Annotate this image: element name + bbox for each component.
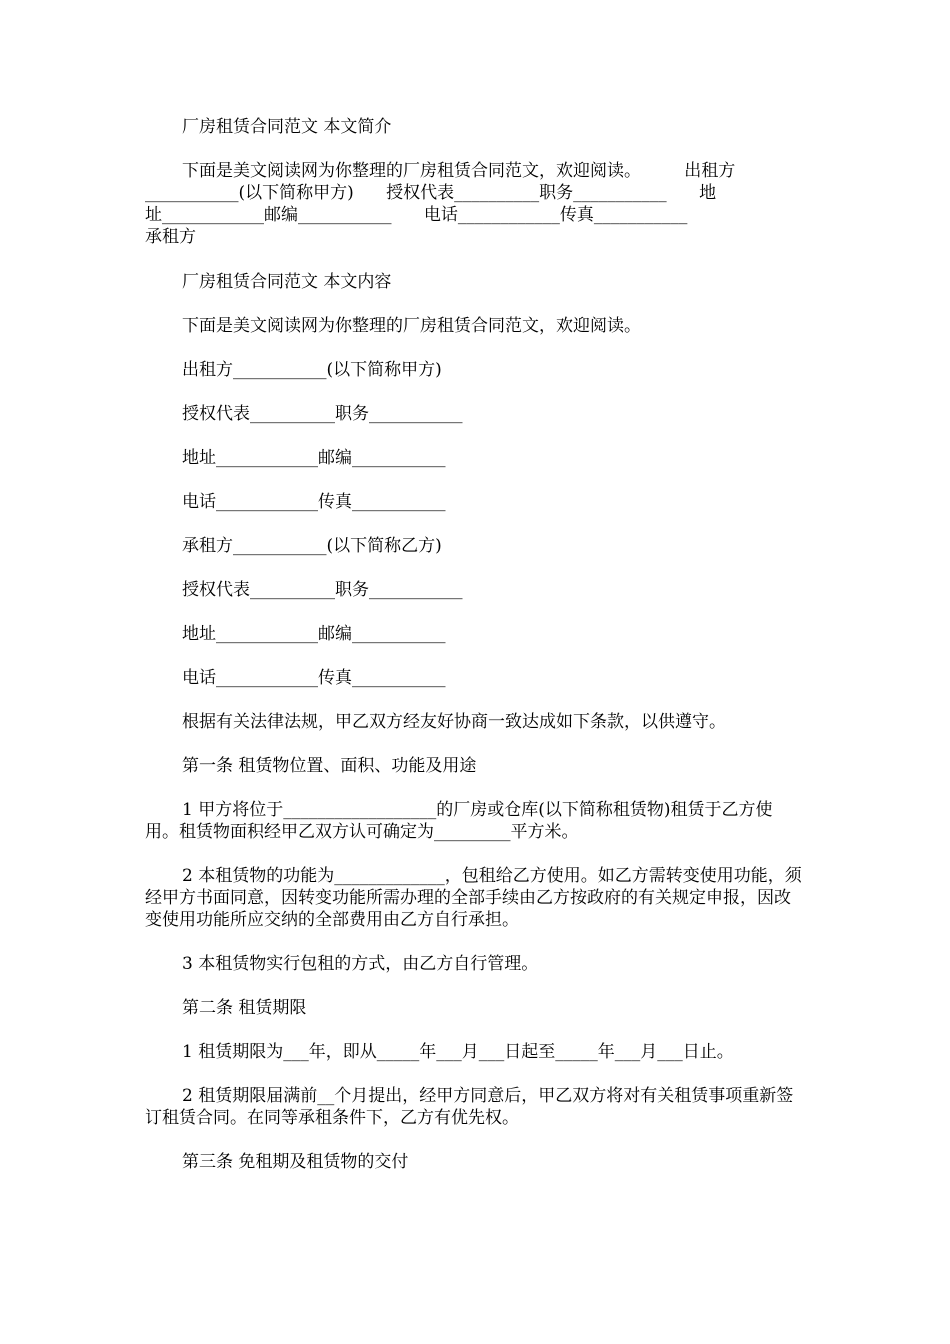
intro-line: 承租方 (145, 227, 196, 247)
content-paragraph: 下面是美文阅读网为你整理的厂房租赁合同范文，欢迎阅读。 (182, 316, 641, 336)
content-paragraph: 2 租赁期限届满前__个月提出，经甲方同意后，甲乙双方将对有关租赁事项重新签订租赁合同。在同等承租条件下，乙方有优先权。 (145, 1086, 794, 1128)
content-paragraph: 3 本租赁物实行包租的方式，由乙方自行管理。 (182, 954, 539, 974)
intro-line: 址____________邮编___________ 电话____________传真___________ (145, 205, 688, 225)
content-paragraph: 电话____________传真___________ (182, 668, 446, 688)
content-paragraph: 2 本租赁物的功能为_____________，包租给乙方使用。如乙方需转变使用功能，须经甲方书面同意，因转变功能所需办理的全部手续由乙方按政府的有关规定申报，因改变使用功能所应交纳的全部费用由乙方自行承担。 (145, 866, 802, 930)
content-paragraph: 出租方___________(以下简称甲方) (182, 360, 442, 380)
content-paragraph: 授权代表__________职务___________ (182, 580, 463, 600)
article-heading: 第三条 免租期及租赁物的交付 (182, 1152, 409, 1172)
content-paragraph: 地址____________邮编___________ (182, 448, 446, 468)
content-paragraph: 地址____________邮编___________ (182, 624, 446, 644)
intro-heading: 厂房租赁合同范文 本文简介 (182, 117, 392, 137)
content-paragraph: 电话____________传真___________ (182, 492, 446, 512)
content-paragraph: 1 租赁期限为___年，即从_____年___月___日起至_____年___月___日止。 (182, 1042, 734, 1062)
article-heading: 第一条 租赁物位置、面积、功能及用途 (182, 756, 477, 776)
content-paragraph: 授权代表__________职务___________ (182, 404, 463, 424)
article-heading: 第二条 租赁期限 (182, 998, 307, 1018)
intro-line: ___________(以下简称甲方) 授权代表__________职务___________ 地 (145, 183, 717, 203)
intro-block (145, 160, 805, 248)
content-paragraph: 承租方___________(以下简称乙方) (182, 536, 442, 556)
content-paragraph: 1 甲方将位于__________________的厂房或仓库(以下简称租赁物)租赁于乙方使用。租赁物面积经甲乙双方认可确定为_________平方米。 (145, 800, 773, 842)
content-heading: 厂房租赁合同范文 本文内容 (182, 272, 392, 292)
intro-line: 下面是美文阅读网为你整理的厂房租赁合同范文，欢迎阅读。 出租方 (182, 161, 736, 181)
content-paragraph: 根据有关法律法规，甲乙双方经友好协商一致达成如下条款，以供遵守。 (182, 712, 726, 732)
